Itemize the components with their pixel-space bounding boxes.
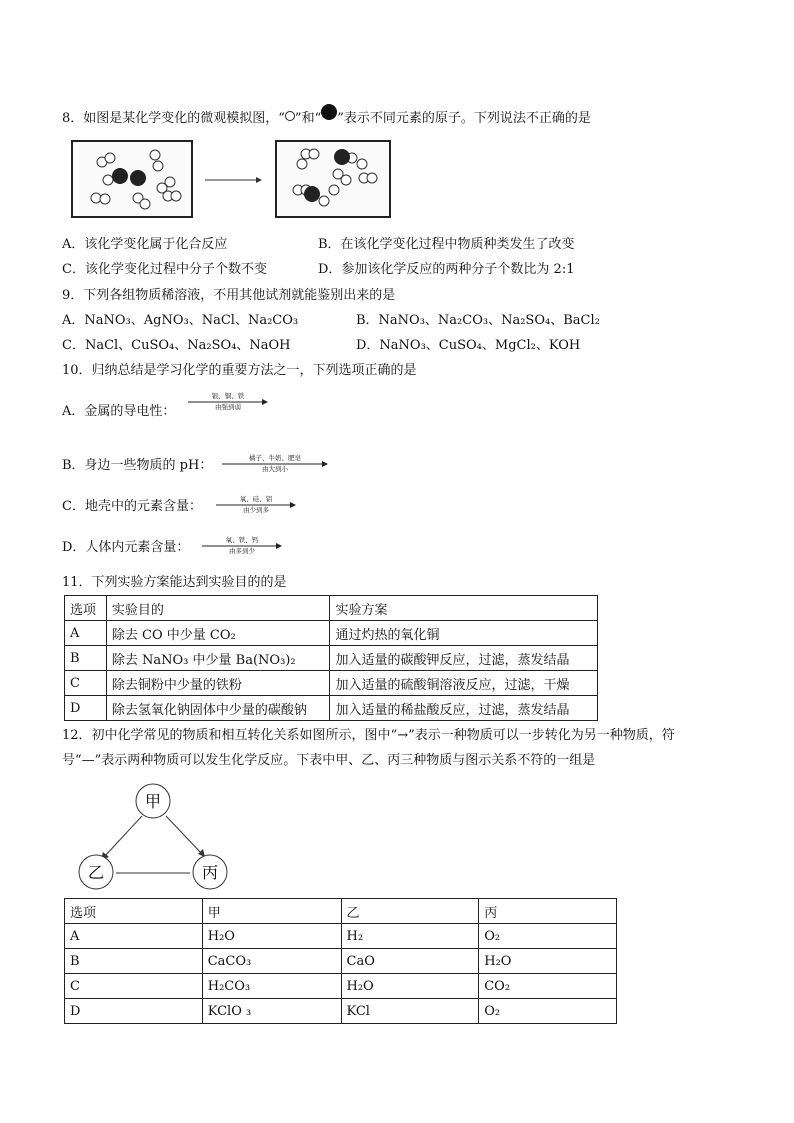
table-cell: C (65, 671, 107, 696)
q8-stem (62, 104, 591, 127)
arrow-top-text: 氧、硅、铝 (239, 495, 273, 503)
table-cell: H₂O (341, 974, 479, 999)
table-cell: O₂ (479, 999, 617, 1024)
table-cell: C (65, 974, 203, 999)
table-cell: D (65, 999, 203, 1024)
table-cell: B (65, 949, 203, 974)
q12-stem-line-2: 号“—”表示两种物质可以发生化学反应。下表中甲、乙、丙三种物质与图示关系不符的一组是 (62, 753, 596, 768)
header-cell: 实验目的 (106, 596, 330, 621)
q10-option-b[interactable]: B．身边一些物质的 pH： (62, 458, 213, 473)
table-cell: H₂O (202, 924, 341, 949)
table-row (65, 974, 617, 999)
table-cell: CO₂ (479, 974, 617, 999)
table-cell: O₂ (479, 924, 617, 949)
table-cell: 加入适量的稀盐酸反应，过滤，蒸发结晶 (330, 696, 598, 721)
q8-option-c[interactable]: C．该化学变化过程中分子个数不变 (62, 262, 267, 277)
q10-option-d[interactable]: D．人体内元素含量： (62, 540, 190, 555)
q12-table (64, 898, 617, 1024)
q12-relation-diagram (74, 782, 234, 892)
q10-option-c-arrow (216, 494, 296, 516)
q11-stem: 11．下列实验方案能达到实验目的的是 (62, 575, 287, 590)
node-yi: 乙 (87, 863, 105, 882)
node-jia: 甲 (144, 792, 162, 811)
table-cell: D (65, 696, 107, 721)
table-row (65, 646, 598, 671)
table-cell: H₂O (479, 949, 617, 974)
q8-stem-part-c: ”表示不同元素的原子。下列说法不正确的是 (337, 111, 591, 126)
q12-stem-line-1: 12．初中化学常见的物质和相互转化关系如图所示，图中“→”表示一种物质可以一步转化为另一种物质，符 (62, 728, 675, 743)
table-cell: CaCO₃ (202, 949, 341, 974)
table-cell: H₂ (341, 924, 479, 949)
table-row (65, 924, 617, 949)
q10-option-a[interactable]: A．金属的导电性： (62, 404, 176, 419)
node-bing: 丙 (201, 863, 219, 882)
q9-option-a[interactable]: A．NaNO₃、AgNO₃、NaCl、Na₂CO₃ (62, 313, 299, 328)
table-cell: A (65, 924, 203, 949)
arrow-top-text: 银、铜、铁 (211, 392, 245, 400)
table-cell: 除去 NaNO₃ 中少量 Ba(NO₃)₂ (106, 646, 330, 671)
table-cell: 加入适量的硫酸铜溶液反应，过滤，干燥 (330, 671, 598, 696)
arrow-bottom-text: 由少到多 (243, 506, 269, 514)
table-header-row (65, 899, 617, 924)
solid-atom-icon (321, 104, 337, 120)
table-cell: KClO ₃ (202, 999, 341, 1024)
header-cell: 乙 (341, 899, 479, 924)
q10-option-b-arrow (222, 453, 328, 475)
header-cell: 选项 (65, 596, 107, 621)
table-cell: CaO (341, 949, 479, 974)
q10-stem: 10．归纳总结是学习化学的重要方法之一，下列选项正确的是 (62, 363, 417, 378)
q9-option-d[interactable]: D．NaNO₃、CuSO₄、MgCl₂、KOH (356, 338, 581, 353)
q10-option-a-arrow (188, 391, 268, 413)
q8-option-d[interactable]: D．参加该化学反应的两种分子个数比为 2:1 (318, 262, 575, 277)
table-cell: A (65, 621, 107, 646)
q8-stem-part-a: 8．如图是某化学变化的微观模拟图，“ (62, 111, 285, 126)
table-row (65, 621, 598, 646)
table-cell: 除去氢氧化钠固体中少量的碳酸钠 (106, 696, 330, 721)
header-cell: 甲 (202, 899, 341, 924)
table-cell: 除去铜粉中少量的铁粉 (106, 671, 330, 696)
table-row (65, 999, 617, 1024)
arrow-top-text: 氧、铁、钙 (225, 536, 259, 544)
q11-table (64, 595, 598, 721)
header-cell: 丙 (479, 899, 617, 924)
arrow-top-text: 橘子、牛奶、肥皂 (249, 454, 301, 462)
header-cell: 选项 (65, 899, 203, 924)
q8-reaction-diagram (70, 138, 400, 226)
hollow-atom-icon (285, 111, 295, 121)
arrow-bottom-text: 由强到弱 (215, 403, 241, 411)
q9-option-c[interactable]: C．NaCl、CuSO₄、Na₂SO₄、NaOH (62, 338, 291, 353)
table-cell: 通过灼热的氧化铜 (330, 621, 598, 646)
arrow-bottom-text: 由多到少 (229, 547, 255, 555)
arrow-bottom-text: 由大到小 (262, 465, 288, 473)
header-cell: 实验方案 (330, 596, 598, 621)
table-cell: B (65, 646, 107, 671)
q8-stem-part-b: ”和“ (294, 111, 322, 126)
q8-option-a[interactable]: A．该化学变化属于化合反应 (62, 237, 228, 252)
q9-stem: 9．下列各组物质稀溶液，不用其他试剂就能鉴别出来的是 (62, 288, 396, 303)
q9-option-b[interactable]: B．NaNO₃、Na₂CO₃、Na₂SO₄、BaCl₂ (356, 313, 600, 328)
table-cell: 除去 CO 中少量 CO₂ (106, 621, 330, 646)
q8-option-b[interactable]: B．在该化学变化过程中物质种类发生了改变 (318, 237, 575, 252)
table-cell: KCl (341, 999, 479, 1024)
table-row (65, 949, 617, 974)
table-row (65, 671, 598, 696)
table-cell: 加入适量的碳酸钾反应，过滤，蒸发结晶 (330, 646, 598, 671)
q10-option-d-arrow (202, 535, 282, 557)
table-row (65, 696, 598, 721)
table-cell: H₂CO₃ (202, 974, 341, 999)
table-header-row (65, 596, 598, 621)
q10-option-c[interactable]: C．地壳中的元素含量： (62, 499, 202, 514)
